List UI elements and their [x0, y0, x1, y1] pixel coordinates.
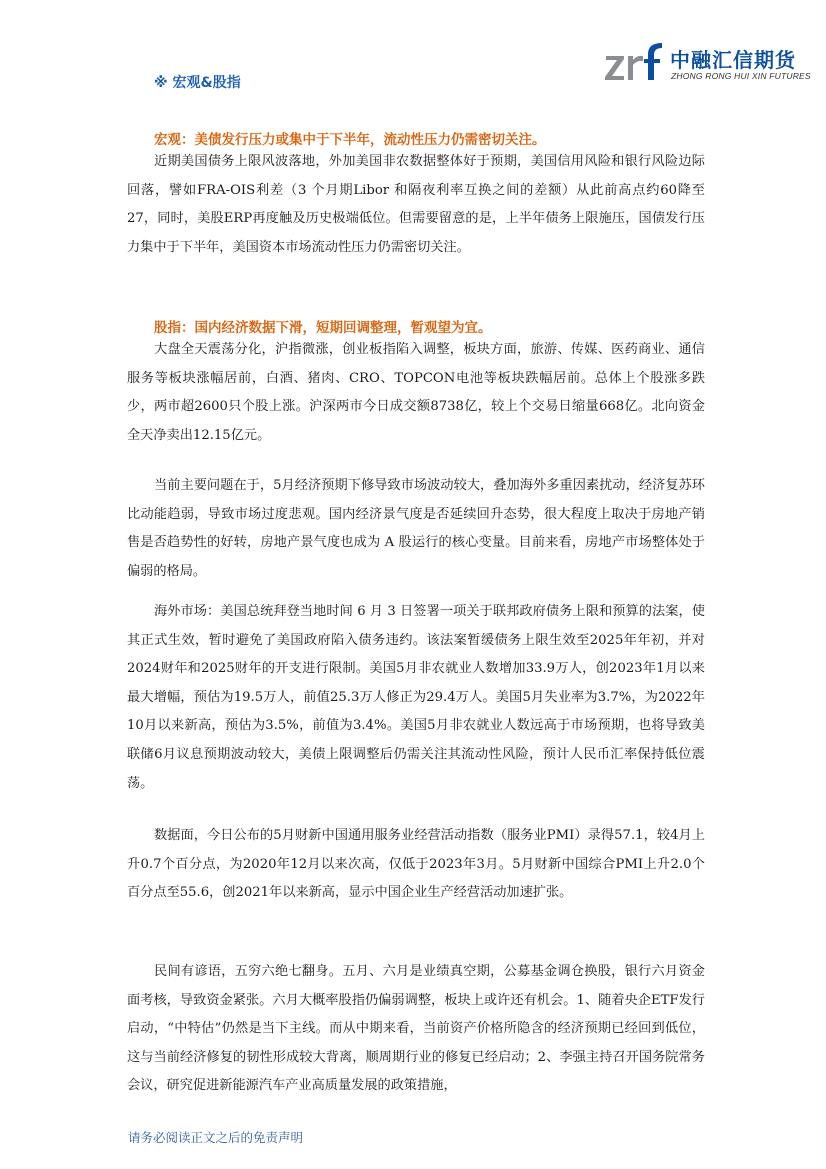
- macro-paragraph-1: 近期美国债务上限风波落地，外加美国非农数据整体好于预期，美国信用风险和银行风险边际回落，譬如FRA-OIS利差（3 个月期Libor 和隔夜利率互换之间的差额）从此前高点约60降至27，同时，美股ERP再度触及历史极端低位。但需要留意的是，上半年债务上限施压，国债发行压力集中于下半年，美国资本市场流动性压力仍需密切关注。: [127, 154, 705, 255]
- equity-paragraph-3: 海外市场：美国总统拜登当地时间 6 月 3 日签署一项关于联邦政府债务上限和预算的法案，使其正式生效，暂时避免了美国政府陷入债务违约。该法案暂缓债务上限生效至2025年年初，并对2024财年和2025财年的开支进行限制。美国5月非农就业人数增加33.9万人，创2023年1月以来最大增幅，预估为19.5万人，前值25.3万人修正为29.4万人。美国5月失业率为3.7%，为2022年10月以来新高，预估为3.5%，前值为3.4%。美国5月非农就业人数远高于市场预期，也将导致美联储6月议息预期波动较大，美债上限调整后仍需关注其流动性风险，预计人民币汇率保持低位震荡。: [127, 604, 705, 791]
- disclaimer-footer: 请务必阅读正文之后的免责声明: [128, 1130, 304, 1145]
- logo-chinese-name: 中融汇信期货: [670, 48, 796, 72]
- zrf-logo-icon: [604, 40, 666, 84]
- section-title: ※ 宏观&股指: [154, 75, 241, 91]
- equity-paragraph-4: 数据面，今日公布的5月财新中国通用服务业经营活动指数（服务业PMI）录得57.1，较4月上升0.7个百分点，为2020年12月以来次高，仅低于2023年3月。5月财新中国综合PMI上升2.0个百分点至55.6，创2021年以来新高，显示中国企业生产经营活动加速扩张。: [127, 828, 705, 901]
- equity-paragraph-5: 民间有谚语，五穷六绝七翻身。五月、六月是业绩真空期，公募基金调仓换股，银行六月资金面考核，导致资金紧张。六月大概率股指仍偏弱调整，板块上或许还有机会。1、随着央企ETF发行启动，“中特估”仍然是当下主线。而从中期来看，当前资产价格所隐含的经济预期已经回到低位，这与当前经济修复的韧性形成较大背离，顺周期行业的修复已经启动；2、李强主持召开国务院常务会议，研究促进新能源汽车产业高质量发展的政策措施，: [127, 964, 705, 1094]
- equity-paragraph-2: 当前主要问题在于，5月经济预期下修导致市场波动较大，叠加海外多重因素扰动，经济复苏环比动能趋弱，导致市场过度悲观。国内经济景气度是否延续回升态势，很大程度上取决于房地产销售是否趋势性的好转，房地产景气度也成为 A 股运行的核心变量。目前来看，房地产市场整体处于偏弱的格局。: [127, 478, 705, 579]
- company-logo: [604, 40, 811, 84]
- logo-english-name: ZHONG RONG HUI XIN FUTURES: [671, 71, 811, 81]
- equity-heading: 股指：国内经济数据下滑，短期回调整理，暂观望为宜。: [154, 320, 492, 336]
- equity-paragraph-1: 大盘全天震荡分化，沪指微涨，创业板指陷入调整，板块方面，旅游、传媒、医药商业、通信服务等板块涨幅居前，白酒、猪肉、CRO、TOPCON电池等板块跌幅居前。总体上个股涨多跌少，两市超2600只个股上涨。沪深两市今日成交额8738亿，较上个交易日缩量668亿。北向资金全天净卖出12.15亿元。: [127, 342, 705, 443]
- macro-heading: 宏观：美债发行压力或集中于下半年，流动性压力仍需密切关注。: [154, 132, 546, 148]
